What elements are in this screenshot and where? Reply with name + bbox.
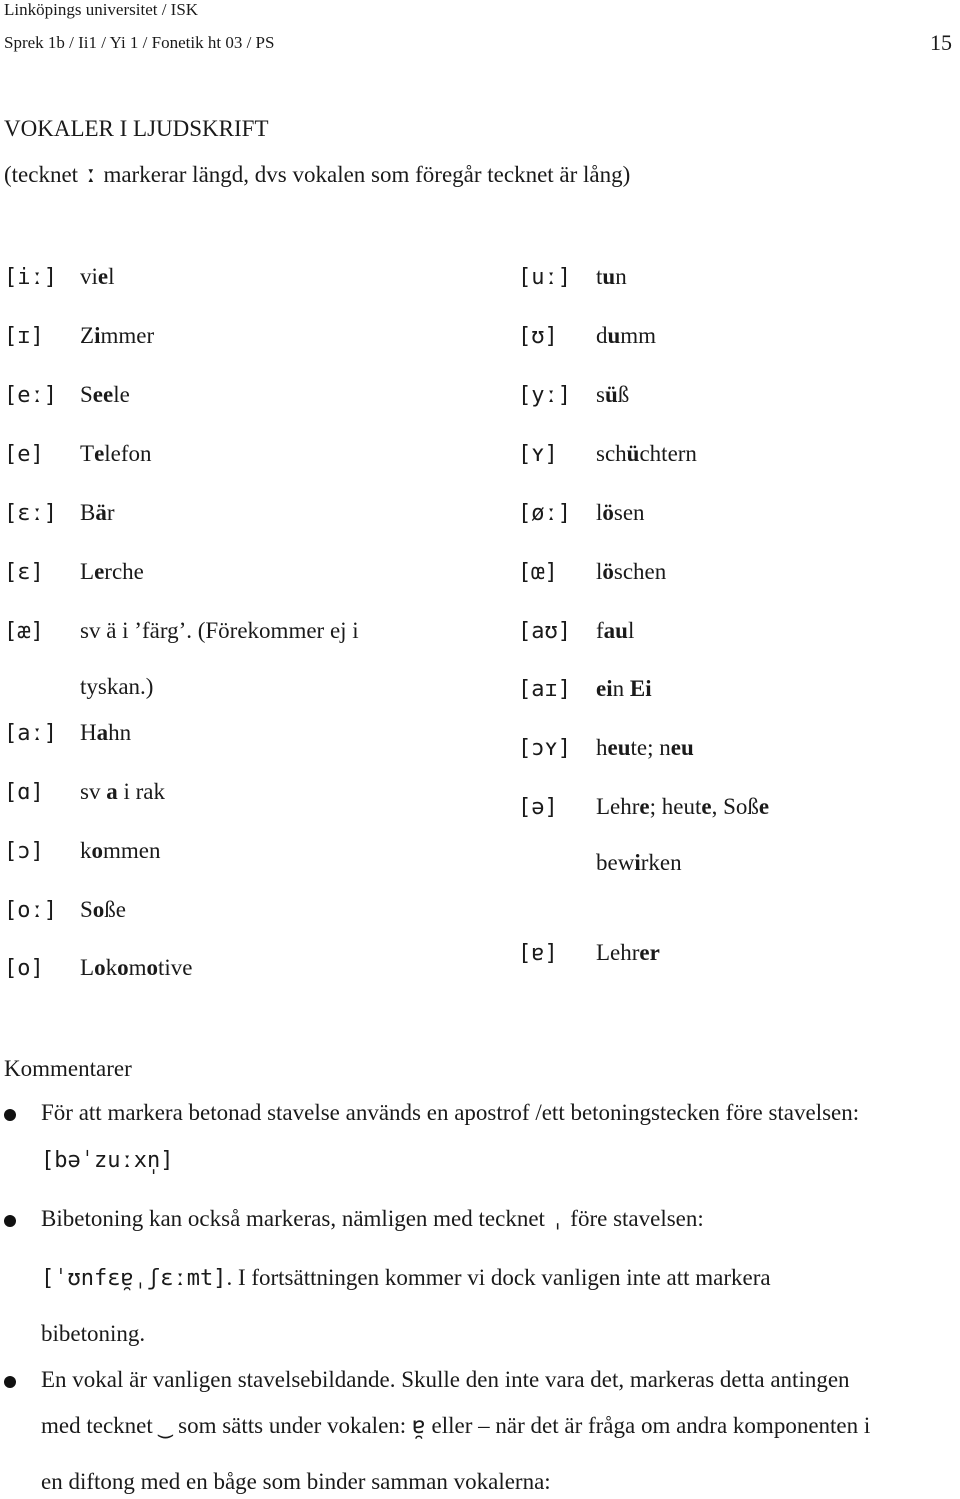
comment-3-line-3: en diftong med en båge som binder samman vokalerna:: [41, 1469, 551, 1494]
word-part: te; n: [630, 735, 671, 760]
word-part: chtern: [639, 441, 697, 466]
left-example-word: [80, 618, 359, 644]
vowel-highlight: i: [634, 850, 641, 875]
word-part: rken: [640, 850, 682, 875]
word-part: Lehr: [596, 794, 640, 819]
word-part: S: [80, 897, 93, 922]
word-part: f: [596, 618, 604, 643]
right-example-word: [596, 500, 645, 526]
left-example-word: [80, 779, 165, 805]
right-example-word: [596, 676, 652, 702]
word-part: sv ä i ’färg’. (Förekommer ej i: [80, 618, 359, 643]
right-example-word: [596, 382, 629, 408]
subtitle-prefix: (tecknet: [4, 162, 84, 187]
vowel-highlight: eu: [607, 735, 631, 760]
left-example-word: [80, 500, 115, 526]
left-example-word: [80, 720, 131, 746]
right-example-word: [596, 264, 627, 290]
vowel-highlight: o: [92, 897, 105, 922]
left-ipa-symbol: [æ]: [4, 619, 44, 644]
word-part: mm: [620, 323, 657, 348]
word-part: mmer: [100, 323, 155, 348]
right-ipa-symbol: [uː]: [518, 265, 571, 290]
word-part: Z: [80, 323, 95, 348]
left-ipa-symbol: [ɪ]: [4, 324, 44, 349]
comment-2-text-a: Bibetoning kan också markeras, nämligen med tecknet: [41, 1206, 551, 1231]
word-part: tive: [157, 955, 193, 980]
word-part: h: [596, 735, 608, 760]
left-ipa-symbol: [oː]: [4, 898, 57, 923]
comment-3-line-2: [41, 1413, 870, 1439]
vowel-highlight: ö: [602, 500, 614, 525]
word-part: le: [113, 382, 130, 407]
comment-2-line-1: [41, 1206, 704, 1232]
header-institution: Linköpings universitet / ISK: [4, 0, 199, 19]
right-ipa-symbol: [ʊ]: [518, 324, 558, 349]
vowel-highlight: eu: [670, 735, 694, 760]
vowel-highlight: e: [701, 794, 712, 819]
left-ipa-symbol: [ɛ]: [4, 560, 44, 585]
secondary-stress-symbol: ˌ: [550, 1206, 565, 1232]
vowel-highlight: ei: [596, 676, 613, 701]
word-part: n: [615, 264, 627, 289]
left-example-word: [80, 559, 144, 585]
word-part: H: [80, 720, 97, 745]
right-ipa-symbol: [aʊ]: [518, 619, 571, 644]
right-ipa-symbol: [ɔʏ]: [518, 736, 571, 761]
comment-2-text-b: före stavelsen:: [564, 1206, 704, 1231]
comment-3-text-a: med tecknet: [41, 1413, 159, 1438]
non-syllabic-symbol: ‿: [158, 1413, 173, 1439]
vowel-highlight: e: [94, 559, 105, 584]
right-ipa-symbol: [ə]: [518, 795, 558, 820]
vowel-highlight: Ei: [629, 676, 652, 701]
comment-2-example: [ˈʊnfɛɐ̯ˌʃɛːmt]: [41, 1266, 227, 1291]
word-part: S: [80, 382, 93, 407]
comment-3-text-c: eller – när det är fråga om andra komponenten i: [425, 1413, 871, 1438]
bullet-dot: [4, 1109, 16, 1121]
left-example-word: [80, 441, 152, 467]
comment-2-line-2: [41, 1265, 771, 1291]
vowel-highlight: o: [146, 955, 158, 980]
left-example-word: [80, 838, 161, 864]
right-example-word: [596, 735, 694, 761]
word-part: L: [80, 559, 95, 584]
word-part: l: [108, 264, 115, 289]
right-example-word: [596, 323, 656, 349]
word-part: ße: [104, 897, 127, 922]
word-part: t: [596, 264, 603, 289]
vowel-highlight: ü: [604, 382, 618, 407]
word-part: ; heut: [649, 794, 702, 819]
left-ipa-symbol: [aː]: [4, 721, 57, 746]
left-example-word: [80, 674, 153, 700]
comment-1-example: [bəˈzuːxn̩]: [41, 1148, 174, 1173]
left-ipa-symbol: [e]: [4, 442, 44, 467]
word-part: bew: [596, 850, 635, 875]
word-part: sen: [613, 500, 645, 525]
bullet-dot: [4, 1376, 16, 1388]
vowel-highlight: au: [603, 618, 628, 643]
right-ipa-symbol: [yː]: [518, 383, 571, 408]
word-part: B: [80, 500, 96, 525]
vowel-highlight: ö: [602, 559, 614, 584]
right-ipa-symbol: [øː]: [518, 501, 571, 526]
word-part: i rak: [117, 779, 165, 804]
word-part: l: [627, 618, 635, 643]
right-ipa-symbol: [ɐ]: [518, 941, 558, 966]
right-ipa-symbol: [œ]: [518, 560, 558, 585]
page-subtitle: [4, 162, 630, 188]
word-part: n: [612, 676, 630, 701]
left-ipa-symbol: [ɔ]: [4, 839, 44, 864]
word-part: d: [596, 323, 608, 348]
word-part: hn: [108, 720, 132, 745]
word-part: s: [596, 382, 605, 407]
word-part: T: [80, 441, 95, 466]
left-example-word: [80, 323, 154, 349]
left-example-word: [80, 382, 130, 408]
word-part: tyskan.): [80, 674, 154, 699]
left-ipa-symbol: [ɑ]: [4, 780, 44, 805]
vowel-highlight: a: [96, 720, 109, 745]
comments-heading: Kommentarer: [4, 1056, 132, 1081]
right-example-word: [596, 441, 697, 467]
vowel-highlight: ü: [626, 441, 640, 466]
non-syllabic-example: ɐ̯: [411, 1413, 426, 1439]
vowel-highlight: i: [94, 323, 101, 348]
right-ipa-symbol: [aɪ]: [518, 677, 571, 702]
right-example-word: [596, 940, 660, 966]
word-part: k: [105, 955, 118, 980]
vowel-highlight: e: [94, 441, 105, 466]
left-example-word: [80, 897, 126, 923]
vowel-highlight: o: [117, 955, 129, 980]
word-part: ß: [617, 382, 630, 407]
subtitle-suffix: markerar längd, dvs vokalen som föregår tecknet är lång): [97, 162, 631, 187]
word-part: sch: [596, 441, 627, 466]
word-part: lefon: [104, 441, 152, 466]
vowel-highlight: u: [607, 323, 621, 348]
comment-3-line-1: En vokal är vanligen stavelsebildande. Skulle den inte vara det, markeras detta antingen: [41, 1367, 850, 1392]
left-ipa-symbol: [iː]: [4, 265, 57, 290]
comment-3-text-b: som sätts under vokalen:: [172, 1413, 412, 1438]
right-ipa-symbol: [ʏ]: [518, 442, 558, 467]
word-part: mmen: [103, 838, 161, 863]
vowel-highlight: er: [639, 940, 660, 965]
left-ipa-symbol: [o]: [4, 956, 44, 981]
comment-1-line-1: För att markera betonad stavelse används en apostrof /ett betoningstecken före stavelsen:: [41, 1100, 860, 1125]
vowel-highlight: ee: [92, 382, 114, 407]
right-example-word: [596, 850, 682, 876]
word-part: Lehr: [596, 940, 640, 965]
vowel-highlight: a: [106, 779, 118, 804]
comment-2-line-3: bibetoning.: [41, 1321, 146, 1346]
vowel-highlight: e: [97, 264, 109, 289]
word-part: vi: [80, 264, 98, 289]
word-part: l: [596, 500, 603, 525]
vowel-highlight: o: [94, 955, 106, 980]
vowel-highlight: u: [602, 264, 616, 289]
vowel-highlight: e: [639, 794, 650, 819]
length-mark-symbol: ː: [83, 162, 98, 188]
word-part: k: [80, 838, 92, 863]
word-part: l: [596, 559, 603, 584]
page-number: 15: [930, 30, 952, 55]
vowel-highlight: ä: [95, 500, 107, 525]
word-part: r: [106, 500, 115, 525]
word-part: L: [80, 955, 95, 980]
right-example-word: [596, 794, 769, 820]
vowel-highlight: o: [91, 838, 103, 863]
left-ipa-symbol: [eː]: [4, 383, 57, 408]
right-example-word: [596, 559, 666, 585]
left-ipa-symbol: [ɛː]: [4, 501, 57, 526]
comment-2-text-c: . I fortsättningen kommer vi dock vanligen inte att markera: [226, 1265, 771, 1290]
header-course: Sprek 1b / Ii1 / Yi 1 / Fonetik ht 03 / PS: [4, 33, 275, 52]
bullet-dot: [4, 1215, 16, 1227]
word-part: rche: [104, 559, 144, 584]
word-part: m: [128, 955, 147, 980]
word-part: sv: [80, 779, 107, 804]
vowel-highlight: e: [758, 794, 770, 819]
left-example-word: [80, 955, 192, 981]
word-part: , Soß: [711, 794, 759, 819]
word-part: schen: [613, 559, 667, 584]
left-example-word: [80, 264, 115, 290]
page-title: VOKALER I LJUDSKRIFT: [4, 116, 269, 141]
right-example-word: [596, 618, 634, 644]
